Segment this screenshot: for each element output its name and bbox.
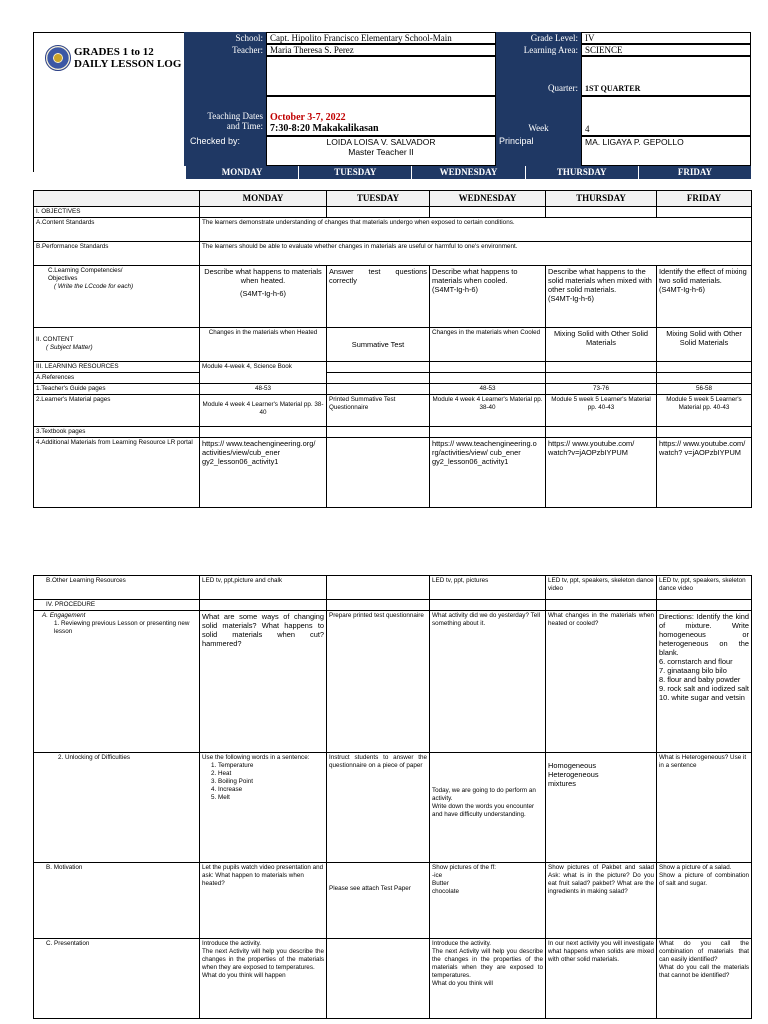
additional-materials-label: 4.Additional Materials from Learning Resource LR portal — [34, 438, 200, 508]
checked-name: LOIDA LOISA V. SALVADOR — [326, 137, 436, 147]
engagement-friday-item6: 6. cornstarch and flour — [659, 657, 733, 666]
corner-cell — [34, 191, 200, 207]
area-value: SCIENCE — [581, 44, 751, 56]
header-day-strip — [185, 166, 751, 179]
week-label: Week — [496, 96, 581, 136]
competencies-label — [34, 266, 200, 328]
content-label — [34, 328, 200, 362]
learners-material-tuesday: Printed Summative Test Questionnaire — [327, 395, 430, 427]
content-thursday: Mixing Solid with Other Solid Materials — [546, 328, 657, 362]
additional-materials-monday[interactable]: https:// www.teachengineering.org/ activities/view/cub_ener gy2_lesson06_activity1 — [200, 438, 327, 508]
presentation-wednesday-line3: What do you think will — [432, 980, 493, 987]
competencies-label-line1: C.Learning Competencies/ — [48, 267, 123, 274]
strip-day-wednesday: WEDNESDAY — [411, 166, 524, 179]
dates-label-line2: and Time: — [226, 121, 263, 131]
competency-wednesday-code: (S4MT-Ig-h-6) — [432, 285, 478, 294]
additional-materials-wednesday[interactable]: https:// www.teachengineering.o rg/activities/view/ cub_ener gy2_lesson06_activity1 — [430, 438, 546, 508]
dates-value-line2: 7:30-8:20 Makakalikasan — [270, 123, 379, 134]
quarter-label: Quarter: — [496, 56, 581, 96]
header-spacer — [184, 56, 266, 96]
resources-monday: Module 4-week 4, Science Book — [200, 362, 327, 384]
unlocking-thursday-line1: Homogeneous — [548, 761, 597, 770]
unlocking-wednesday — [430, 753, 546, 863]
engagement-friday-directions: Directions: Identify the kind of mixture. Write homogeneous or heterogeneous on the blank. — [659, 612, 749, 657]
header — [33, 32, 751, 180]
log-title — [74, 46, 181, 70]
principal-label: Principal — [496, 136, 581, 166]
competency-friday-code: (S4MT-Ig-h-6) — [659, 285, 705, 294]
engagement-friday-item8: 8. flour and baby powder — [659, 675, 741, 684]
engagement-tuesday: Prepare printed test questionnaire — [327, 611, 430, 753]
competencies-label-line2: Objectives — [48, 275, 78, 282]
learners-material-label: 2.Learner's Material pages — [34, 395, 200, 427]
learners-material-monday: Module 4 week 4 Learner's Material pp. 38-40 — [200, 395, 327, 427]
content-friday: Mixing Solid with Other Solid Materials — [657, 328, 752, 362]
unlocking-tuesday: Instruct students to answer the questionnaire on a piece of paper — [327, 753, 430, 863]
presentation-monday-line3: What do you think will happen — [202, 972, 286, 979]
presentation-wednesday-line1: Introduce the activity. — [432, 940, 492, 947]
dates-label-line1: Teaching Dates — [207, 111, 263, 121]
teachers-guide-friday: 56-58 — [657, 384, 752, 395]
competency-wednesday-text: Describe what happens to materials when cooled. — [432, 267, 518, 285]
unlocking-word-list — [202, 762, 324, 802]
procedure-label: IV. PROCEDURE — [34, 600, 200, 611]
presentation-wednesday-line2: The next Activity will help you describe the changes in the properties of the materials when they are exposed to temperatures. — [432, 948, 543, 979]
dates-value-line1: October 3-7, 2022 — [270, 112, 346, 123]
strip-day-thursday: THURSDAY — [525, 166, 638, 179]
checked-title: Master Teacher II — [348, 147, 414, 157]
engagement-label-1: 1. Reviewing previous Lesson or presenting new lesson — [54, 620, 190, 635]
logo-cell — [33, 32, 184, 172]
motivation-wednesday-line1: Show pictures of the ff: — [432, 864, 496, 871]
teachers-guide-label: 1.Teacher's Guide pages — [34, 384, 200, 395]
competency-monday — [200, 266, 327, 328]
objectives-label: I. OBJECTIVES — [34, 207, 200, 218]
unlocking-word: 1. Temperature — [218, 762, 324, 770]
teacher-value: Maria Theresa S. Perez — [266, 44, 496, 56]
engagement-friday — [657, 611, 752, 753]
engagement-label — [34, 611, 200, 753]
unlocking-word: 3. Boiling Point — [218, 778, 324, 786]
competency-thursday — [546, 266, 657, 328]
engagement-wednesday: What activity did we do yesterday? Tell something about it. — [430, 611, 546, 753]
dates-label — [184, 96, 266, 136]
competency-monday-code: (S4MT-Ig-h-6) — [240, 289, 286, 298]
deped-seal-icon — [45, 45, 71, 71]
week-value: 4 — [581, 96, 751, 136]
presentation-monday-line2: The next Activity will help you describe the changes in the properties of the materials when they are exposed to temperatures. — [202, 948, 324, 971]
presentation-friday — [657, 939, 752, 1019]
resources-label: III. LEARNING RESOURCES — [34, 362, 200, 373]
presentation-monday-line1: Introduce the activity. — [202, 940, 262, 947]
learners-material-wednesday: Module 4 week 4 Learner's Material pp. 38-40 — [430, 395, 546, 427]
competency-thursday-code: (S4MT-Ig-h-6) — [548, 294, 594, 303]
competency-monday-text: Describe what happens to materials when heated. — [204, 267, 322, 285]
competency-friday — [657, 266, 752, 328]
competency-tuesday: Answer test questions correctly — [327, 266, 430, 328]
header-grid — [184, 32, 751, 180]
presentation-monday — [200, 939, 327, 1019]
unlocking-monday-instruction: Use the following words in a sentence: — [202, 754, 310, 761]
content-tuesday: Summative Test — [327, 328, 430, 362]
col-monday: MONDAY — [200, 191, 327, 207]
motivation-thursday: Show pictures of Pakbet and salad Ask: what is in the picture? Do you eat fruit salad? pakbet? What are the ingredients in making salad? — [546, 863, 657, 939]
textbook-label: 3.Textbook pages — [34, 427, 200, 438]
presentation-label: C. Presentation — [34, 939, 200, 1019]
performance-standards-label: B.Performance Standards — [34, 242, 200, 266]
area-label: Learning Area: — [496, 44, 581, 56]
lesson-table-part1 — [33, 190, 752, 508]
other-resources-label: B.Other Learning Resources — [34, 576, 200, 600]
col-friday: FRIDAY — [657, 191, 752, 207]
other-resources-thursday: LED tv, ppt, speakers, skeleton dance video — [546, 576, 657, 600]
other-resources-friday: LED tv, ppt, speakers, skeleton dance video — [657, 576, 752, 600]
presentation-wednesday — [430, 939, 546, 1019]
competency-wednesday — [430, 266, 546, 328]
motivation-tuesday: Please see attach Test Paper — [327, 863, 430, 939]
unlocking-label: 2. Unlocking of Difficulties — [34, 753, 200, 863]
checked-label: Checked by: — [184, 136, 266, 166]
teacher-label: Teacher: — [184, 44, 266, 56]
unlocking-word: 5. Melt — [218, 794, 324, 802]
log-title-line2: DAILY LESSON LOG — [74, 58, 182, 70]
motivation-friday-line2: Show a picture of combination of salt and sugar. — [659, 872, 749, 887]
unlocking-word: 4. Increase — [218, 786, 324, 794]
unlocking-wednesday-line2: Write down the words you encounter and have difficulty understanding. — [432, 803, 535, 818]
motivation-wednesday — [430, 863, 546, 939]
principal-name: MA. LIGAYA P. GEPOLLO — [581, 136, 751, 166]
presentation-thursday: In our next activity you will investigate what happens when solids are mixed with other solid materials. — [546, 939, 657, 1019]
presentation-friday-line1: What do you call the combination of materials that can easily identified? — [659, 940, 749, 963]
strip-day-tuesday: TUESDAY — [298, 166, 411, 179]
school-label: School: — [184, 32, 266, 44]
motivation-wednesday-line4: chocolate — [432, 888, 459, 895]
content-label-line2: ( Subject Matter) — [46, 344, 93, 351]
col-tuesday: TUESDAY — [327, 191, 430, 207]
motivation-label: B. Motivation — [34, 863, 200, 939]
engagement-monday: What are some ways of changing solid materials? What happens to solid materials when cut? hammered? — [200, 611, 327, 753]
learners-material-friday: Module 5 week 5 Learner's Material pp. 40-43 — [657, 395, 752, 427]
competency-friday-text: Identify the effect of mixing two solid materials. — [659, 267, 747, 285]
content-wednesday: Changes in the materials when Cooled — [430, 328, 546, 362]
motivation-wednesday-line2: -ice — [432, 872, 443, 879]
teachers-guide-thursday: 73-76 — [546, 384, 657, 395]
header-blank-cell — [266, 56, 496, 96]
content-standards-label: A.Content Standards — [34, 218, 200, 242]
strip-day-friday: FRIDAY — [638, 166, 751, 179]
col-thursday: THURSDAY — [546, 191, 657, 207]
additional-materials-thursday[interactable]: https:// www.youtube.com/ watch?v=jAOPzbIYPUM — [546, 438, 657, 508]
checked-cell — [266, 136, 496, 166]
col-wednesday: WEDNESDAY — [430, 191, 546, 207]
unlocking-thursday — [546, 753, 657, 863]
quarter-value: 1ST QUARTER — [581, 56, 751, 96]
performance-standards-text: The learners should be able to evaluate whether changes in materials are useful or harmful to one's environment. — [200, 242, 752, 266]
teachers-guide-wednesday: 48-53 — [430, 384, 546, 395]
content-standards-text: The learners demonstrate understanding of changes that materials undergo when exposed to certain conditions. — [200, 218, 752, 242]
motivation-monday: Let the pupils watch video presentation and ask: What happen to materials when heated? — [200, 863, 327, 939]
unlocking-thursday-line3: mixtures — [548, 779, 576, 788]
unlocking-monday — [200, 753, 327, 863]
presentation-friday-line2: What do you call the materials that cannot be identified? — [659, 964, 749, 979]
unlocking-wednesday-line1: Today, we are going to do perform an activity. — [432, 787, 536, 802]
other-resources-wednesday: LED tv, ppt, pictures — [430, 576, 546, 600]
engagement-friday-item9: 9. rock salt and iodized salt 10. white sugar and vetsin — [659, 684, 749, 702]
unlocking-friday: What is Heterogeneous? Use it in a sentence — [657, 753, 752, 863]
lesson-table-part2 — [33, 575, 752, 1019]
motivation-friday-line1: Show a picture of a salad. — [659, 864, 732, 871]
motivation-friday — [657, 863, 752, 939]
school-value: Capt. Hipolito Francisco Elementary School-Main — [266, 32, 496, 44]
dates-value — [266, 96, 496, 136]
engagement-thursday: What changes in the materials when heated or cooled? — [546, 611, 657, 753]
competency-thursday-text: Describe what happens to the solid materials when mixed with other solid materials. — [548, 267, 652, 294]
grade-value: IV — [581, 32, 751, 44]
engagement-label-a: A. Engagement — [42, 612, 86, 619]
competencies-label-line3: ( Write the LCcode for each) — [54, 283, 134, 290]
other-resources-monday: LED tv, ppt,picture and chalk — [200, 576, 327, 600]
content-label-line1: II. CONTENT — [36, 336, 74, 343]
strip-day-monday: MONDAY — [185, 166, 298, 179]
log-title-line1: GRADES 1 to 12 — [74, 46, 154, 58]
references-label: A.References — [34, 373, 200, 384]
motivation-wednesday-line3: Butter — [432, 880, 449, 887]
engagement-friday-item7: 7. ginataang bilo bilo — [659, 666, 727, 675]
unlocking-thursday-line2: Heterogeneous — [548, 770, 599, 779]
unlocking-word: 2. Heat — [218, 770, 324, 778]
content-monday: Changes in the materials when Heated — [200, 328, 327, 362]
learners-material-thursday: Module 5 week 5 Learner's Material pp. 40-43 — [546, 395, 657, 427]
teachers-guide-monday: 48-53 — [200, 384, 327, 395]
additional-materials-friday[interactable]: https:// www.youtube.com/ watch? v=jAOPzbIYPUM — [657, 438, 752, 508]
grade-label: Grade Level: — [496, 32, 581, 44]
